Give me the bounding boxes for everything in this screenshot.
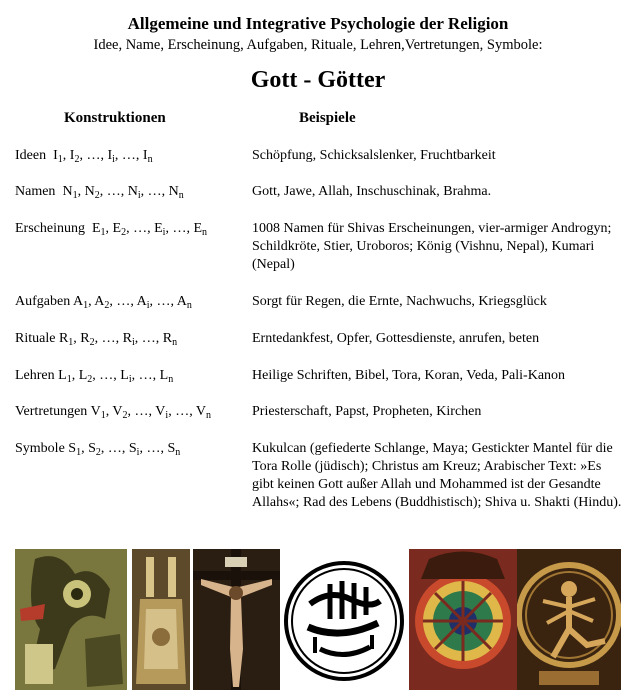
construction-name: Rituale xyxy=(15,331,56,346)
header-subtitle: Idee, Name, Erscheinung, Aufgaben, Rituale, Lehren,Vertretungen, Symbole: xyxy=(93,37,543,53)
example-vertretungen: Priesterschaft, Papst, Propheten, Kirchen xyxy=(252,404,482,419)
example-lehren: Heilige Schriften, Bibel, Tora, Koran, Veda, Pali-Kanon xyxy=(252,368,566,383)
construction-name: Ideen xyxy=(15,148,47,163)
construction-formula: $S_1$, $S_2$, …, $S_i$, …, $S_n$ xyxy=(68,441,181,458)
example-rituale: Erntedankfest, Opfer, Gottesdienste, anrufen, beten xyxy=(252,331,540,346)
construction-name: Aufgaben xyxy=(15,294,71,309)
page-title: Gott - Götter xyxy=(250,67,386,93)
column-header-konstruktionen: Konstruktionen xyxy=(64,110,166,126)
torah-mantle-image xyxy=(132,549,190,690)
column-header-beispiele: Beispiele xyxy=(299,110,356,126)
arabic-calligraphy-image xyxy=(280,549,408,690)
construction-formula: $R_1$, $R_2$, …, $R_i$, …, $R_n$ xyxy=(58,331,178,348)
construction-formula: $E_1$, $E_2$, …, $E_i$, …, $E_n$ xyxy=(91,221,208,238)
example-aufgaben: Sorgt für Regen, die Ernte, Nachwuchs, Kriegsglück xyxy=(252,294,547,309)
example-symbole: Kukulcan (gefiederte Schlange, Maya; Gestickter Mantel für die Tora Rolle (jüdisch); Christus am Kreuz; Arabischer Text: »Es gibt keinen Gott außer Allah und Mohammed ist der Gesandte Allahs«; Rad des Lebens (Buddhistisch); Shiva u. Shakti (Hindu). xyxy=(252,441,622,510)
shiva-nataraja-image xyxy=(517,549,621,690)
construction-formula: $I_1$, $I_2$, …, $I_i$, …, $I_n$ xyxy=(53,148,153,165)
example-erscheinung: 1008 Namen für Shivas Erscheinungen, vier-armiger Androgyn; Schildkröte, Stier, Uroboros; König (Vishnu, Nepal), Kumari (Nepal) xyxy=(252,221,612,272)
wheel-of-life-image xyxy=(409,549,517,690)
construction-rituale xyxy=(15,330,177,348)
construction-namen xyxy=(15,183,184,201)
construction-name: Vertretungen xyxy=(15,404,88,419)
symbol-image-strip xyxy=(15,549,621,690)
construction-name: Erscheinung xyxy=(15,221,85,236)
construction-formula: $A_1$, $A_2$, …, $A_i$, …, $A_n$ xyxy=(72,294,192,311)
construction-vertretungen xyxy=(15,403,211,421)
example-namen: Gott, Jawe, Allah, Inschuschinak, Brahma. xyxy=(252,184,492,199)
construction-lehren xyxy=(15,367,173,385)
maya-kukulcan-image xyxy=(15,549,127,690)
construction-aufgaben xyxy=(15,293,192,311)
construction-erscheinung xyxy=(15,220,207,238)
crucifix-image xyxy=(193,549,280,690)
construction-symbole xyxy=(15,440,180,458)
example-ideen: Schöpfung, Schicksalslenker, Fruchtbarkeit xyxy=(252,148,496,163)
construction-name: Symbole xyxy=(15,441,65,456)
construction-formula: $L_1$, $L_2$, …, $L_i$, …, $L_n$ xyxy=(58,368,174,385)
construction-name: Namen xyxy=(15,184,56,199)
construction-ideen xyxy=(15,147,153,165)
construction-name: Lehren xyxy=(15,368,55,383)
construction-formula: $V_1$, $V_2$, …, $V_i$, …, $V_n$ xyxy=(90,404,212,421)
construction-formula: $N_1$, $N_2$, …, $N_i$, …, $N_n$ xyxy=(62,184,184,201)
header-title: Allgemeine und Integrative Psychologie der Religion xyxy=(127,14,509,33)
